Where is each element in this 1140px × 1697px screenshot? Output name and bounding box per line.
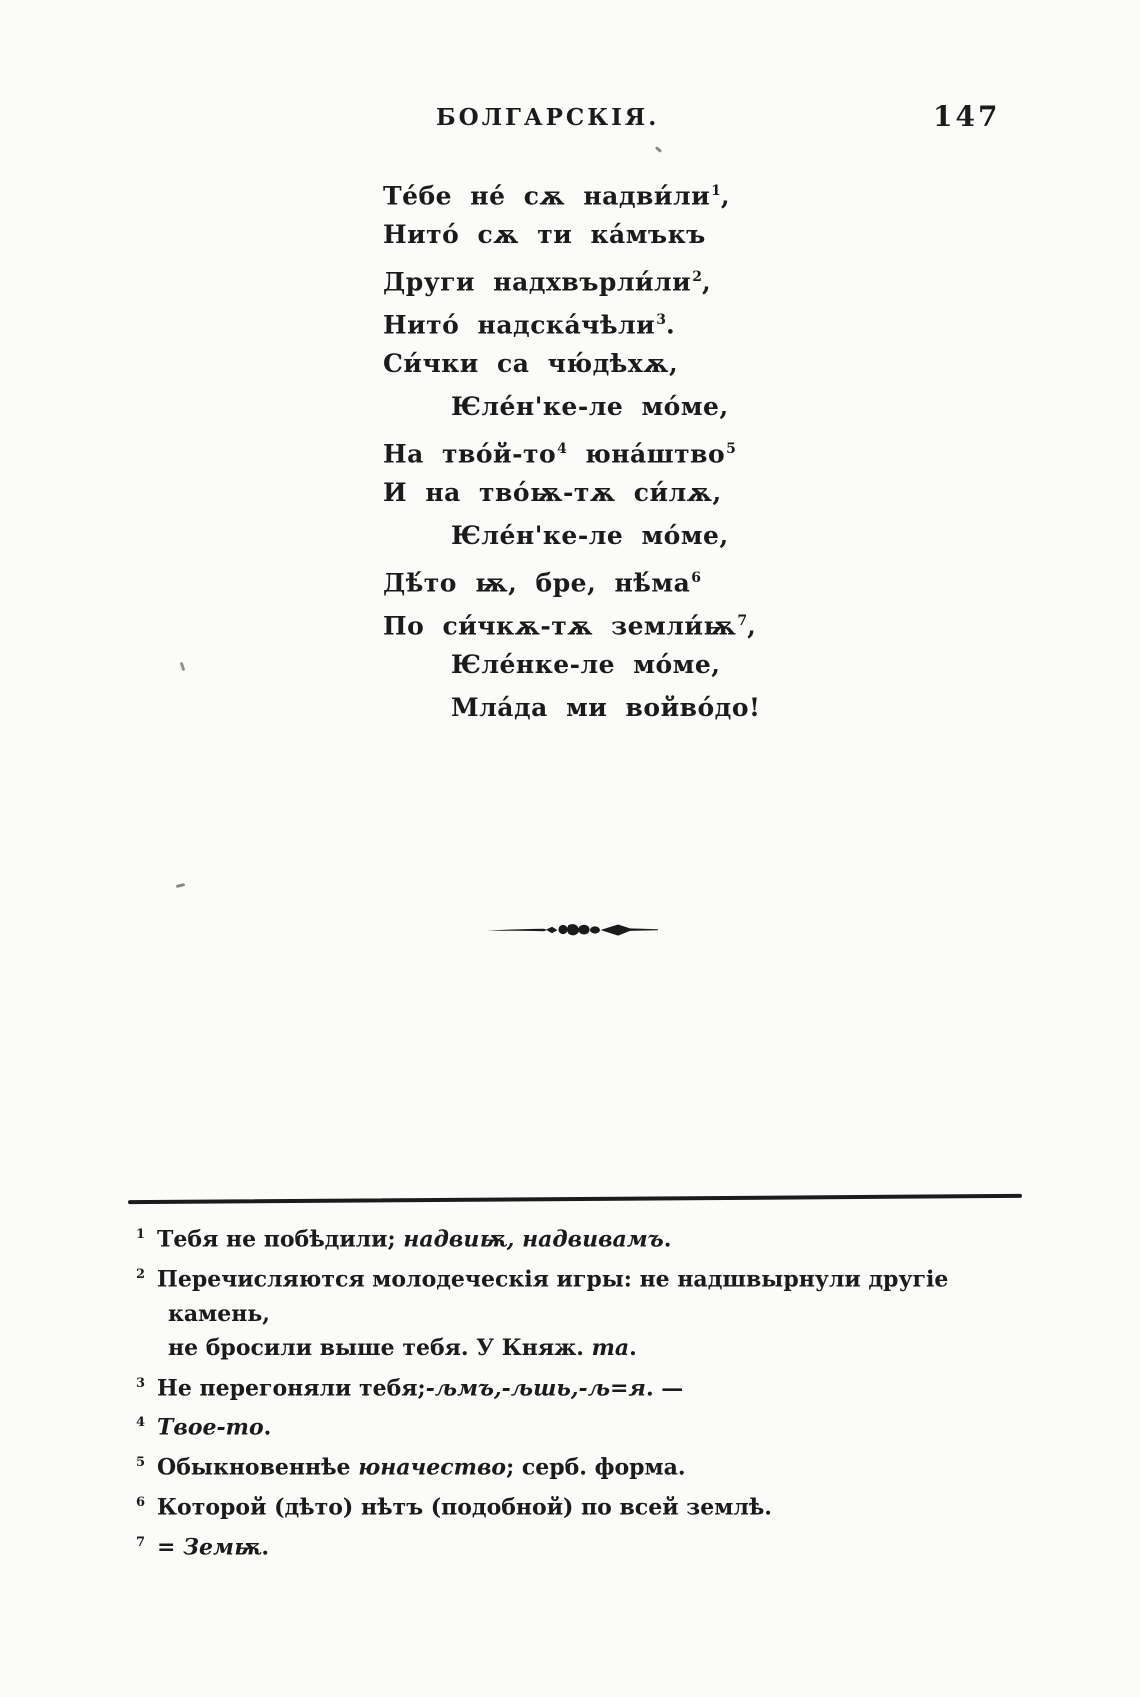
text: , bbox=[747, 611, 757, 641]
text: . bbox=[629, 1335, 637, 1362]
text: , bbox=[720, 181, 731, 211]
italic-text: -љмъ,-љшь,-љ=я bbox=[425, 1374, 646, 1401]
footnote-ref: 1 bbox=[711, 183, 721, 199]
poem-line bbox=[383, 342, 760, 385]
text: Мла́да ми войво́до! bbox=[451, 693, 761, 722]
footnote-ref: 4 bbox=[557, 441, 567, 457]
text: . bbox=[261, 1534, 270, 1561]
italic-text: юначество bbox=[358, 1454, 507, 1481]
footnote-number: 7 bbox=[136, 1534, 146, 1550]
footnote bbox=[136, 1218, 1032, 1257]
poem-line bbox=[383, 299, 760, 342]
text: На тво́й-то bbox=[383, 439, 557, 469]
poem-line bbox=[383, 428, 760, 471]
page-number: 147 bbox=[933, 100, 1001, 133]
footnote-number: 4 bbox=[136, 1415, 146, 1431]
text: Ѥле́н'ке-ле мо́ме, bbox=[451, 392, 729, 421]
poem-lines bbox=[383, 170, 760, 729]
footnote-ref: 3 bbox=[656, 312, 666, 328]
poem-line bbox=[383, 686, 760, 729]
text: Те́бе не́ сѫ надви́ли bbox=[383, 181, 711, 211]
poem-line bbox=[383, 557, 760, 600]
italic-text: Земѭ bbox=[183, 1534, 262, 1561]
text: . bbox=[665, 310, 676, 340]
scan-speck bbox=[176, 883, 185, 888]
text: Ѥле́н'ке-ле мо́ме, bbox=[451, 521, 729, 550]
text: Обыкновеннѣе bbox=[157, 1454, 359, 1481]
footnote-number: 6 bbox=[136, 1495, 146, 1511]
footnote-separator-rule bbox=[128, 1194, 1022, 1204]
text: = bbox=[157, 1534, 184, 1561]
footnote-ref: 5 bbox=[726, 441, 736, 457]
poem-line bbox=[383, 471, 760, 514]
italic-text: та bbox=[591, 1335, 630, 1362]
footnote-number: 5 bbox=[136, 1455, 146, 1471]
italic-text: Твое-то bbox=[157, 1414, 264, 1441]
poem-line bbox=[383, 385, 760, 428]
footnote bbox=[136, 1486, 1032, 1525]
footnote bbox=[136, 1367, 1032, 1406]
poem-line bbox=[383, 170, 760, 213]
text: Си́чки са чю́дѣхѫ, bbox=[383, 349, 679, 378]
poem-line bbox=[383, 643, 760, 686]
text: Ѥле́нке-ле мо́ме, bbox=[451, 650, 721, 679]
footnote-ref: 2 bbox=[692, 269, 702, 285]
text: . bbox=[263, 1414, 272, 1441]
scan-speck bbox=[655, 146, 662, 153]
text: юна́штво bbox=[566, 439, 726, 469]
text: Тебя не побѣдили; bbox=[157, 1226, 404, 1253]
text: Други надхвърли́ли bbox=[383, 267, 692, 297]
scan-speck bbox=[627, 705, 631, 709]
poem-line bbox=[383, 256, 760, 299]
text: Не перегоняли тебя; bbox=[157, 1374, 426, 1401]
footnote-number: 3 bbox=[136, 1375, 146, 1391]
text: Перечисляются молодеческія игры: не надшвырнули другіе камень, bbox=[157, 1266, 949, 1327]
footnote bbox=[136, 1526, 1032, 1565]
text: ; серб. форма. bbox=[506, 1454, 686, 1481]
footnotes bbox=[136, 1218, 1032, 1566]
page-header-title: БОЛГАРСКІЯ. bbox=[436, 104, 660, 131]
text: . bbox=[663, 1226, 672, 1253]
text: И на тво́ѭ-тѫ си́лѫ, bbox=[383, 478, 722, 507]
footnote-number: 1 bbox=[136, 1227, 146, 1242]
footnote-ref: 6 bbox=[691, 570, 702, 586]
text: , bbox=[701, 267, 712, 297]
footnote-number: 2 bbox=[136, 1266, 146, 1282]
italic-text: надвиѭ, надвивамъ bbox=[403, 1226, 664, 1253]
footnote bbox=[136, 1446, 1032, 1485]
poem-line bbox=[383, 514, 760, 557]
text: Нито́ надска́чѣли bbox=[383, 310, 656, 340]
poem-line bbox=[383, 600, 760, 643]
scan-speck bbox=[180, 662, 186, 671]
text: не бросили выше тебя. У Княж. bbox=[168, 1335, 592, 1362]
poem-line bbox=[383, 213, 760, 256]
text: По си́чкѫ-тѫ земли́ѭ bbox=[383, 611, 737, 641]
footnote-ref: 7 bbox=[737, 613, 748, 629]
text: Нито́ сѫ ти ка́мъкъ bbox=[383, 220, 706, 249]
divider-ornament-icon bbox=[484, 920, 660, 940]
footnote bbox=[136, 1258, 1032, 1366]
text: . — bbox=[645, 1374, 684, 1401]
text: Которой (дѣто) нѣтъ (подобной) по всей землѣ. bbox=[157, 1494, 772, 1521]
footnote bbox=[136, 1406, 1032, 1445]
text: Дѣ́то ѭ, бре, нѣ́ма bbox=[383, 568, 691, 598]
